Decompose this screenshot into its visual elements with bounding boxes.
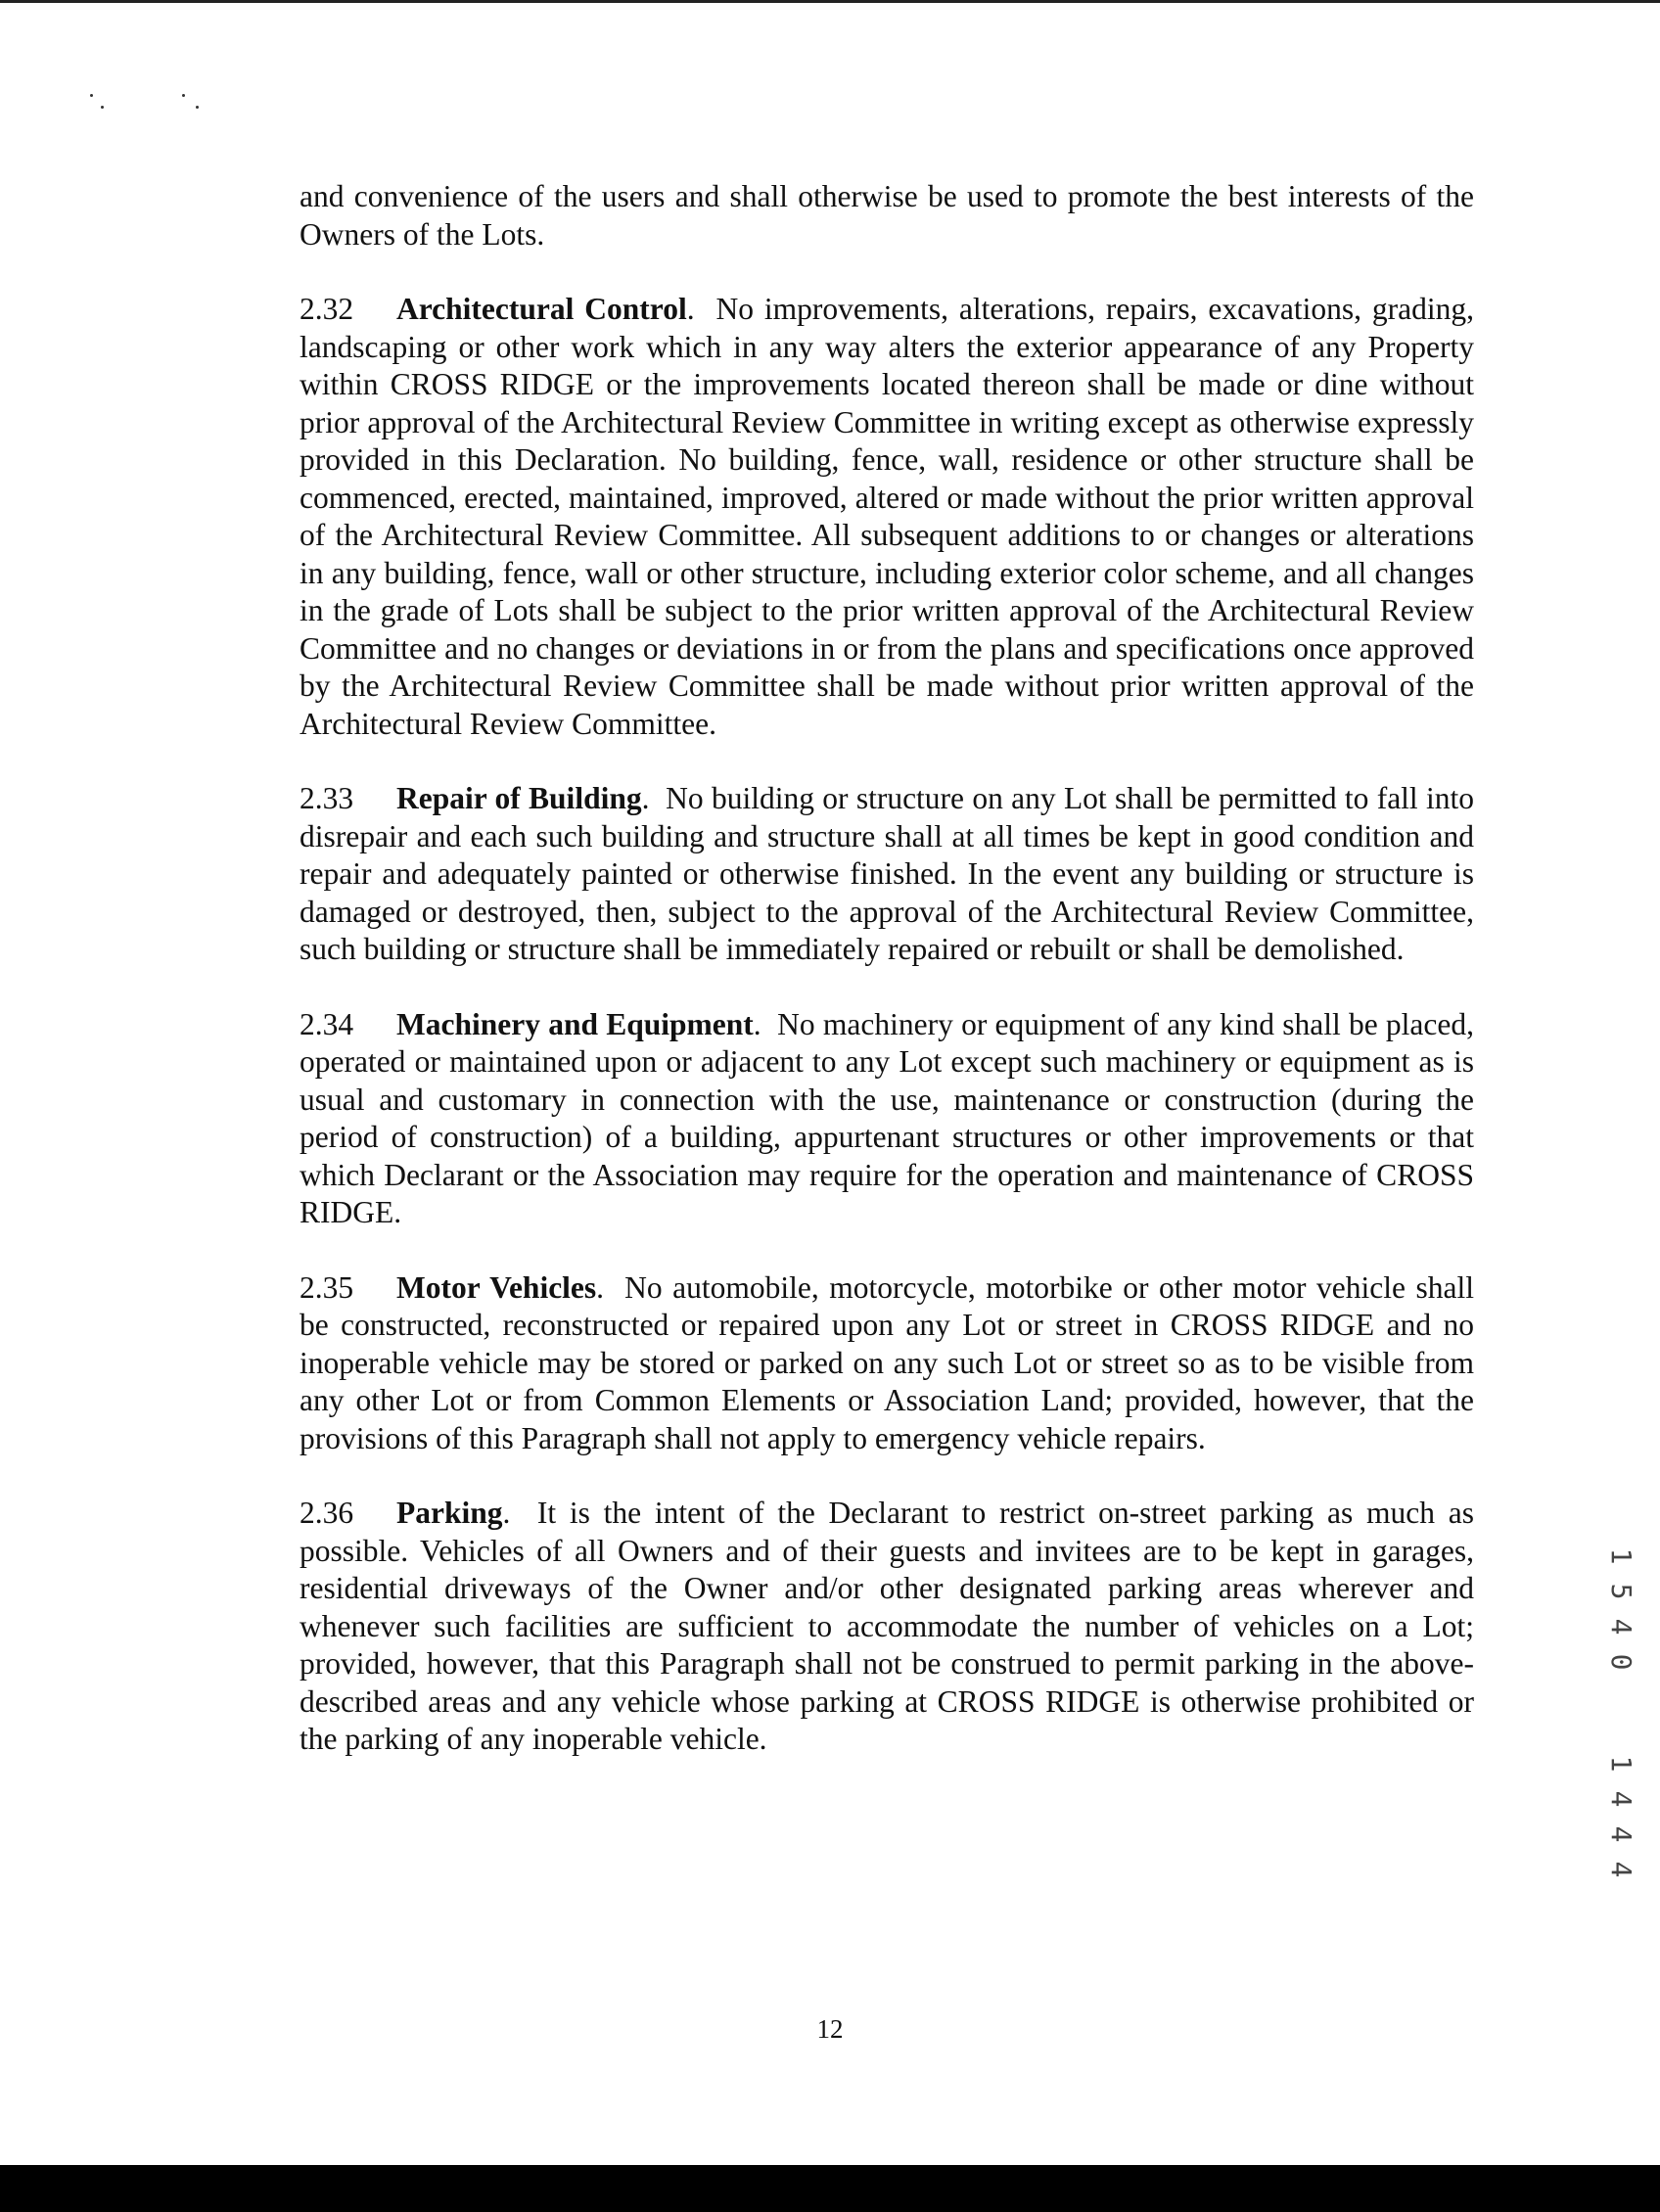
section-number: 2.35 — [300, 1269, 354, 1305]
stamp-digit: 4 — [1605, 1861, 1637, 1878]
section-2-35: 2.35 Motor Vehicles. No automobile, motorcycle, motorbike or other motor vehicle shall be constructed, reconstructed or repaired upon any Lot or street in CROSS RIDGE and no inoperable vehicle may be stored or parked on any such Lot or street so as to be visible from any other Lot or from Common Elements or Association Land; provided, however, that the provisions of this Paragraph shall not apply to emergency vehicle repairs. — [300, 1269, 1475, 1455]
section-heading: Architectural Control — [396, 292, 687, 326]
margin-stamp-upper — [1601, 1539, 1640, 1680]
stamp-digit: 1 — [1605, 1755, 1637, 1773]
scan-speck — [101, 106, 104, 109]
intro-paragraph: and convenience of the users and shall otherwise be used to promote the best interests of the Owners of the Lots. — [300, 179, 1474, 252]
stamp-digit: 4 — [1605, 1618, 1637, 1636]
stamp-digit: 4 — [1605, 1790, 1637, 1808]
section-body: No automobile, motorcycle, motorbike or other motor vehicle shall be constructed, reconstructed or repaired upon any Lot or street in CROSS RIDGE and no inoperable vehicle may be stored or parked on any such Lot or street so as to be visible from any other Lot or from Common Elements or Association Land; provided, however, that the provisions of this Paragraph shall not apply to emergency vehicle repairs. — [300, 1269, 1475, 1455]
scan-speck — [90, 94, 93, 97]
page-number: 12 — [816, 2014, 844, 2044]
section-body: No machinery or equipment of any kind shall be placed, operated or maintained upon or adjacent to any Lot except such machinery or equipment as is usual and customary in connection with the use, maintenance or construction (during the period of construction) of a building, appurtenant structures or other improvements or that which Declarant or the Association may require for the operation and maintenance of CROSS RIDGE. — [300, 1006, 1474, 1229]
scan-top-border — [0, 0, 1660, 3]
section-heading: Repair of Building — [396, 781, 642, 815]
section-2-34: 2.34 Machinery and Equipment. No machinery or equipment of any kind shall be placed, operated or maintained upon or adjacent to any Lot except such machinery or equipment as is usual and customary in connection with the use, maintenance or construction (during the period of construction) of a building, appurtenant structures or other improvements or that which Declarant or the Association may require for the operation and maintenance of CROSS RIDGE. — [300, 1006, 1474, 1229]
section-heading: Motor Vehicles — [396, 1269, 597, 1305]
section-heading: Parking — [396, 1496, 503, 1530]
scan-speck — [182, 94, 185, 97]
section-2-32: 2.32 Architectural Control. No improvements, alterations, repairs, excavations, grading, landscaping or other work which in any way alters the exterior appearance of any Property within CROSS RIDGE or the improvements located thereon shall be made or dine without prior approval of the Architectural Review Committee in writing except as otherwise expressly provided in this Declaration. No building, fence, wall, residence or other structure shall be commenced, erected, maintained, improved, altered or made without the prior written approval of the Architectural Review Committee. All subsequent additions to or changes or alterations in any building, fence, wall or other structure, including exterior color scheme, and all changes in the grade of Lots shall be subject to the prior written approval of the Architectural Review Committee and no changes or deviations in or from the plans and specifications once approved by the Architectural Review Committee shall be made without prior written approval of the Architectural Review Committee. — [300, 292, 1475, 741]
stamp-number — [1601, 1539, 1640, 1680]
stamp-number — [1601, 1746, 1640, 1887]
section-number: 2.32 — [300, 292, 354, 326]
margin-stamp-lower — [1601, 1746, 1640, 1887]
section-number: 2.33 — [300, 781, 354, 815]
document-body — [300, 178, 1474, 1796]
stamp-digit: 5 — [1605, 1583, 1637, 1600]
section-body: No improvements, alterations, repairs, excavations, grading, landscaping or other work which in any way alters the exterior appearance of any Property within CROSS RIDGE or the improvements located thereon shall be made or dine without prior approval of the Architectural Review Committee in writing except as otherwise expressly provided in this Declaration. No building, fence, wall, residence or other structure shall be commenced, erected, maintained, improved, altered or made without the prior written approval of the Architectural Review Committee. All subsequent additions to or changes or alterations in any building, fence, wall or other structure, including exterior color scheme, and all changes in the grade of Lots shall be subject to the prior written approval of the Architectural Review Committee and no changes or deviations in or from the plans and specifications once approved by the Architectural Review Committee shall be made without prior written approval of the Architectural Review Committee. — [300, 292, 1475, 741]
stamp-digit: 4 — [1605, 1825, 1637, 1843]
stamp-digit: 1 — [1605, 1547, 1637, 1565]
section-number: 2.36 — [300, 1496, 354, 1530]
section-body: No building or structure on any Lot shall be permitted to fall into disrepair and each such building and structure shall at all times be kept in good condition and repair and adequately painted or otherwise finished. In the event any building or structure is damaged or destroyed, then, subject to the approval of the Architectural Review Committee, such building or structure shall be immediately repaired or rebuilt or shall be demolished. — [300, 781, 1474, 966]
scan-speck — [196, 106, 199, 109]
scan-bottom-border — [0, 2165, 1660, 2212]
section-2-36: 2.36 Parking. It is the intent of the Declarant to restrict on-street parking as much as possible. Vehicles of all Owners and of their guests and invitees are to be kept in garages, residential driveways of the Owner and/or other designated parking areas wherever and whenever such facilities are sufficient to accommodate the number of vehicles on a Lot; provided, however, that this Paragraph shall not be construed to permit parking in the above-described areas and any vehicle whose parking at CROSS RIDGE is otherwise prohibited or the parking of any inoperable vehicle. — [300, 1496, 1475, 1756]
section-number: 2.34 — [300, 1006, 354, 1041]
section-body: It is the intent of the Declarant to restrict on-street parking as much as possible. Vehicles of all Owners and of their guests and invitees are to be kept in garages, residential driveways of the Owner and/or other designated parking areas wherever and whenever such facilities are sufficient to accommodate the number of vehicles on a Lot; provided, however, that this Paragraph shall not be construed to permit parking in the above-described areas and any vehicle whose parking at CROSS RIDGE is otherwise prohibited or the parking of any inoperable vehicle. — [300, 1496, 1475, 1756]
section-heading: Machinery and Equipment — [396, 1006, 754, 1041]
stamp-digit: 0 — [1605, 1653, 1637, 1671]
section-2-33: 2.33 Repair of Building. No building or structure on any Lot shall be permitted to fall into disrepair and each such building and structure shall at all times be kept in good condition and repair and adequately painted or otherwise finished. In the event any building or structure is damaged or destroyed, then, subject to the approval of the Architectural Review Committee, such building or structure shall be immediately repaired or rebuilt or shall be demolished. — [300, 781, 1474, 966]
